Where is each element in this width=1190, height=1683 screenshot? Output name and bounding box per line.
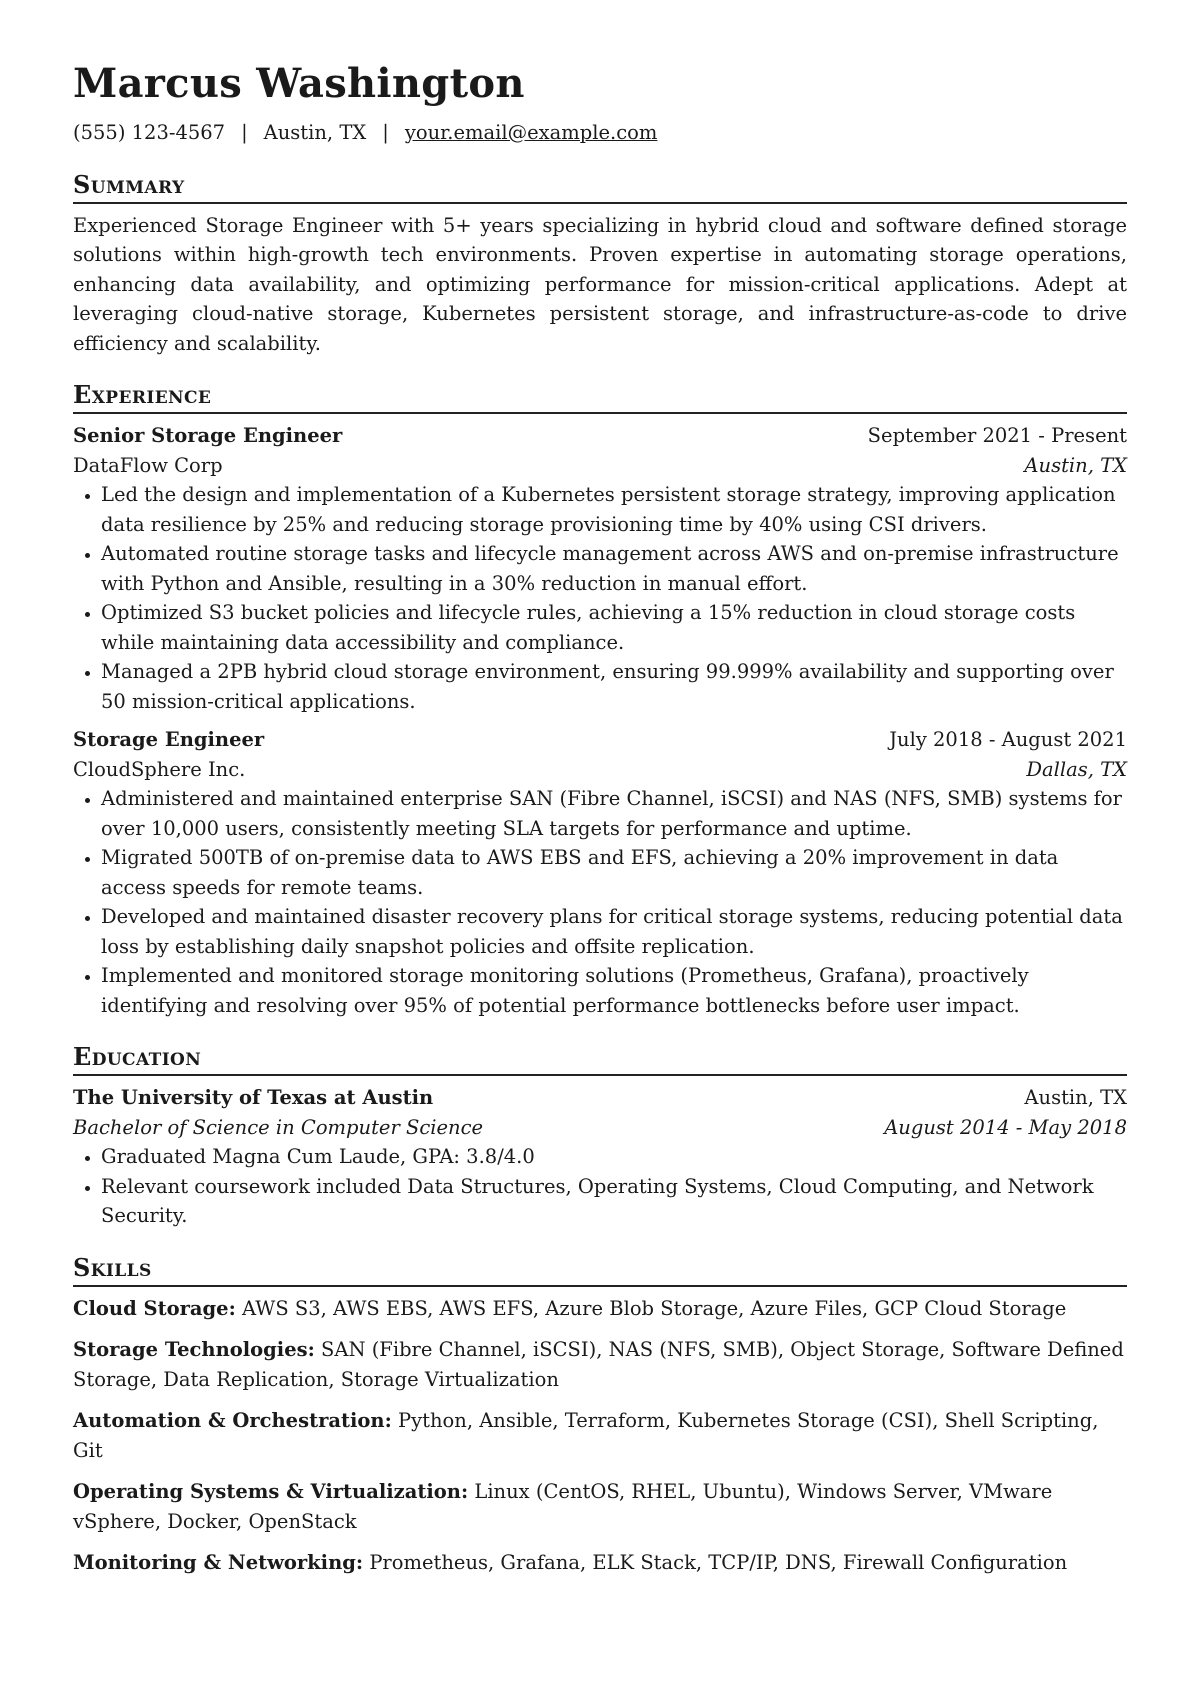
- skill-category: Storage Technologies:: [73, 1338, 315, 1361]
- bullet-item: • Automated routine storage tasks and lifecycle management across AWS and on-premise infrastructure with Python and Ansible, resulting in a 30% reduction in manual effort.: [101, 539, 1127, 598]
- skill-line: [73, 1335, 1127, 1394]
- skill-values: SAN (Fibre Channel, iSCSI), NAS (NFS, SMB), Object Storage, Software Defined Storage, Data Replication, Storage Virtualization: [73, 1338, 1124, 1391]
- bullet-item: • Managed a 2PB hybrid cloud storage environment, ensuring 99.999% availability and supporting over 50 mission-critical applications.: [101, 657, 1127, 716]
- bullet-item: • Led the design and implementation of a Kubernetes persistent storage strategy, improving application data resilience by 25% and reducing storage provisioning time by 40% using CSI drivers.: [101, 480, 1127, 539]
- skill-category: Monitoring & Networking:: [73, 1551, 364, 1574]
- education-dates: August 2014 - May 2018: [884, 1115, 1127, 1139]
- section-title-experience: Experience: [73, 380, 1127, 414]
- section-title-summary: Summary: [73, 170, 1127, 204]
- email-link[interactable]: your.email@example.com: [404, 121, 658, 144]
- contact-separator: |: [382, 121, 389, 144]
- degree-name: Bachelor of Science in Computer Science: [73, 1115, 484, 1139]
- section-title-skills: Skills: [73, 1253, 1127, 1287]
- skill-values: Linux (CentOS, RHEL, Ubuntu), Windows Server, VMware vSphere, Docker, OpenStack: [73, 1480, 1053, 1533]
- skill-values: Prometheus, Grafana, ELK Stack, TCP/IP, DNS, Firewall Configuration: [369, 1551, 1068, 1574]
- skill-category: Automation & Orchestration:: [73, 1409, 392, 1432]
- section-title-education: Education: [73, 1042, 1127, 1076]
- resume-page: [73, 58, 1127, 1578]
- skill-line: [73, 1548, 1127, 1578]
- job-bullets: [73, 784, 1127, 1020]
- job-bullets: [73, 480, 1127, 716]
- company-name: CloudSphere Inc.: [73, 757, 246, 781]
- school-location: Austin, TX: [1024, 1086, 1127, 1109]
- bullet-item: • Administered and maintained enterprise SAN (Fibre Channel, iSCSI) and NAS (NFS, SMB) systems for over 10,000 users, consistently meeting SLA targets for performance and uptime.: [101, 784, 1127, 843]
- contact-line: [73, 118, 1127, 148]
- job-entry: [73, 725, 1127, 1020]
- contact-separator: |: [241, 121, 248, 144]
- job-location: Austin, TX: [1024, 453, 1127, 477]
- skill-values: Python, Ansible, Terraform, Kubernetes Storage (CSI), Shell Scripting, Git: [73, 1409, 1099, 1462]
- job-dates: September 2021 - Present: [867, 424, 1127, 447]
- education-bullets: [73, 1142, 1127, 1231]
- job-title: Storage Engineer: [73, 728, 265, 751]
- contact-location: Austin, TX: [263, 121, 367, 144]
- skill-line: [73, 1406, 1127, 1465]
- skill-line: [73, 1477, 1127, 1536]
- job-dates: July 2018 - August 2021: [889, 728, 1127, 751]
- job-title: Senior Storage Engineer: [73, 424, 343, 447]
- bullet-item: • Graduated Magna Cum Laude, GPA: 3.8/4.0: [101, 1142, 1127, 1172]
- bullet-item: • Optimized S3 bucket policies and lifecycle rules, achieving a 15% reduction in cloud storage costs while maintaining data accessibility and compliance.: [101, 598, 1127, 657]
- education-section: [73, 1042, 1127, 1231]
- summary-section: [73, 170, 1127, 359]
- skill-category: Operating Systems & Virtualization:: [73, 1480, 469, 1503]
- candidate-name: Marcus Washington: [73, 60, 525, 107]
- bullet-item: • Implemented and monitored storage monitoring solutions (Prometheus, Grafana), proactively identifying and resolving over 95% of potential performance bottlenecks before user impact.: [101, 961, 1127, 1020]
- job-location: Dallas, TX: [1026, 757, 1127, 781]
- bullet-item: • Relevant coursework included Data Structures, Operating Systems, Cloud Computing, and Network Security.: [101, 1172, 1127, 1231]
- experience-section: [73, 380, 1127, 1020]
- summary-text: Experienced Storage Engineer with 5+ years specializing in hybrid cloud and software defined storage solutions within high-growth tech environments. Proven expertise in automating storage operations, enhancing data availability, and optimizing performance for mission-critical applications. Adept at leveraging cloud-native storage, Kubernetes persistent storage, and infrastructure-as-code to drive efficiency and scalability.: [73, 213, 1127, 355]
- company-name: DataFlow Corp: [73, 453, 223, 477]
- school-name: The University of Texas at Austin: [73, 1086, 434, 1109]
- skill-values: AWS S3, AWS EBS, AWS EFS, Azure Blob Storage, Azure Files, GCP Cloud Storage: [241, 1296, 1067, 1320]
- education-entry: [73, 1083, 1127, 1231]
- phone-number: (555) 123-4567: [73, 121, 226, 144]
- bullet-item: • Migrated 500TB of on-premise data to AWS EBS and EFS, achieving a 20% improvement in data access speeds for remote teams.: [101, 843, 1127, 902]
- job-entry: [73, 421, 1127, 716]
- skill-category: Cloud Storage:: [73, 1296, 236, 1320]
- bullet-item: • Developed and maintained disaster recovery plans for critical storage systems, reducing potential data loss by establishing daily snapshot policies and offsite replication.: [101, 902, 1127, 961]
- skills-section: [73, 1253, 1127, 1578]
- skill-line: [73, 1294, 1127, 1324]
